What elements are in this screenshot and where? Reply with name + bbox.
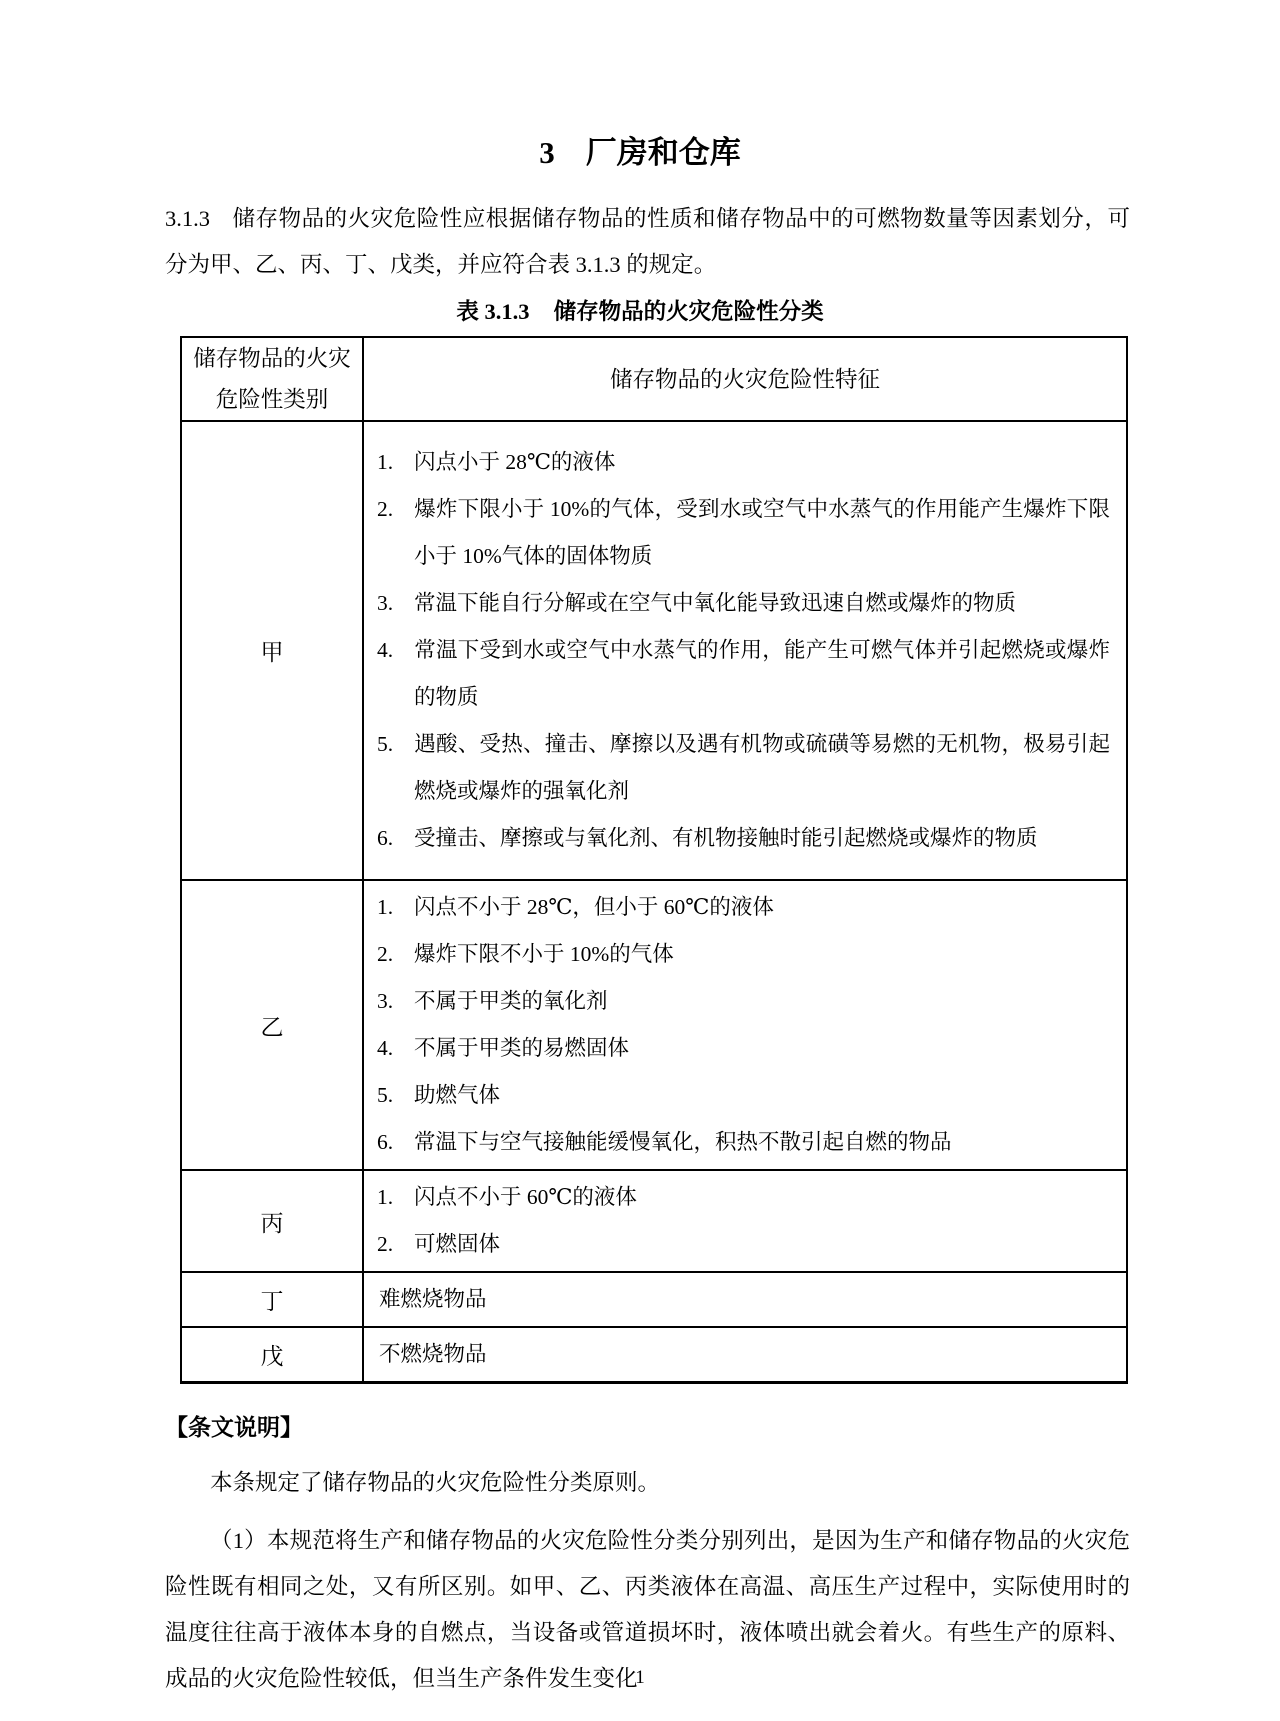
feature-item: 难燃烧物品 <box>379 1287 487 1311</box>
table-row-bing <box>181 1170 1127 1272</box>
category-cell-jia: 甲 <box>181 421 363 880</box>
clause-paragraph <box>165 196 1130 288</box>
feature-item <box>377 884 1110 931</box>
item-number: 6. <box>377 1130 394 1154</box>
feature-item <box>377 1221 1110 1268</box>
item-text: 闪点不小于 60℃的液体 <box>414 1185 637 1209</box>
feature-item <box>377 721 1110 815</box>
item-text: 常温下受到水或空气中水蒸气的作用，能产生可燃气体并引起燃烧或爆炸的物质 <box>414 638 1110 709</box>
feature-item <box>377 627 1110 721</box>
item-number: 4. <box>377 1036 394 1060</box>
item-number: 5. <box>377 1083 394 1107</box>
feature-item <box>377 931 1110 978</box>
feature-item <box>377 978 1110 1025</box>
feature-cell-bing <box>363 1170 1127 1272</box>
feature-item <box>377 580 1110 627</box>
table-row-ding <box>181 1272 1127 1327</box>
item-number: 1. <box>377 895 394 919</box>
feature-item <box>377 1072 1110 1119</box>
commentary-paragraph: （1）本规范将生产和储存物品的火灾危险性分类分别列出，是因为生产和储存物品的火灾危险性既有相同之处，又有所区别。如甲、乙、丙类液体在高温、高压生产过程中，实际使用时的温度往往高于液体本身的自燃点，当设备或管道损坏时，液体喷出就会着火。有些生产的原料、成品的火灾危险性较低，但当生产条件发生变化 <box>165 1528 1130 1691</box>
item-number: 4. <box>377 638 394 662</box>
feature-item <box>377 439 1110 486</box>
table-row-yi <box>181 880 1127 1170</box>
category-cell-bing: 丙 <box>181 1170 363 1272</box>
item-text: 受撞击、摩擦或与氧化剂、有机物接触时能引起燃烧或爆炸的物质 <box>414 826 1038 850</box>
category-cell-wu: 戊 <box>181 1327 363 1383</box>
table-row-jia <box>181 421 1127 880</box>
feature-item <box>377 1025 1110 1072</box>
feature-item <box>377 1174 1110 1221</box>
item-number: 2. <box>377 942 394 966</box>
item-number: 6. <box>377 826 394 850</box>
item-text: 不属于甲类的氧化剂 <box>414 989 608 1013</box>
item-number: 2. <box>377 497 394 521</box>
item-text: 常温下与空气接触能缓慢氧化，积热不散引起自燃的物品 <box>414 1130 952 1154</box>
table-header-category: 储存物品的火灾危险性类别 <box>181 337 363 421</box>
clause-number: 3.1.3 <box>165 206 210 231</box>
item-text: 闪点不小于 28℃，但小于 60℃的液体 <box>414 895 774 919</box>
commentary-paragraph: 本条规定了储存物品的火灾危险性分类原则。 <box>210 1470 661 1495</box>
item-number: 5. <box>377 732 394 756</box>
commentary-heading: 【条文说明】 <box>165 1414 303 1440</box>
item-text: 常温下能自行分解或在空气中氧化能导致迅速自燃或爆炸的物质 <box>414 591 1017 615</box>
feature-cell-wu <box>363 1327 1127 1383</box>
feature-cell-yi <box>363 880 1127 1170</box>
feature-item <box>377 815 1110 862</box>
table-caption-title: 储存物品的火灾危险性分类 <box>553 299 824 324</box>
feature-item <box>377 1119 1110 1166</box>
feature-item: 不燃烧物品 <box>379 1342 487 1366</box>
item-text: 爆炸下限小于 10%的气体，受到水或空气中水蒸气的作用能产生爆炸下限小于 10%气体的固体物质 <box>414 497 1110 568</box>
category-cell-yi: 乙 <box>181 880 363 1170</box>
item-number: 3. <box>377 591 394 615</box>
page-title: 3 厂房和仓库 <box>539 135 741 170</box>
item-text: 爆炸下限不小于 10%的气体 <box>414 942 674 966</box>
feature-cell-ding <box>363 1272 1127 1327</box>
feature-cell-jia <box>363 421 1127 880</box>
item-number: 1. <box>377 1185 394 1209</box>
item-text: 助燃气体 <box>414 1083 501 1107</box>
classification-table <box>180 336 1128 1384</box>
item-number: 2. <box>377 1232 394 1256</box>
item-number: 3. <box>377 989 394 1013</box>
category-cell-ding: 丁 <box>181 1272 363 1327</box>
item-text: 不属于甲类的易燃固体 <box>414 1036 630 1060</box>
table-caption-label: 表 3.1.3 <box>456 299 530 324</box>
table-caption <box>0 296 1280 328</box>
item-text: 闪点小于 28℃的液体 <box>414 450 616 474</box>
clause-text: 储存物品的火灾危险性应根据储存物品的性质和储存物品中的可燃物数量等因素划分，可分为甲、乙、丙、丁、戊类，并应符合表 3.1.3 的规定。 <box>165 206 1130 277</box>
page-number: 1 <box>635 1667 645 1688</box>
item-text: 遇酸、受热、撞击、摩擦以及遇有机物或硫磺等易燃的无机物，极易引起燃烧或爆炸的强氧化剂 <box>414 732 1110 803</box>
table-header-feature: 储存物品的火灾危险性特征 <box>363 337 1127 421</box>
item-text: 可燃固体 <box>414 1232 501 1256</box>
item-number: 1. <box>377 450 394 474</box>
table-row-wu <box>181 1327 1127 1383</box>
table-header-row <box>181 337 1127 421</box>
feature-item <box>377 486 1110 580</box>
